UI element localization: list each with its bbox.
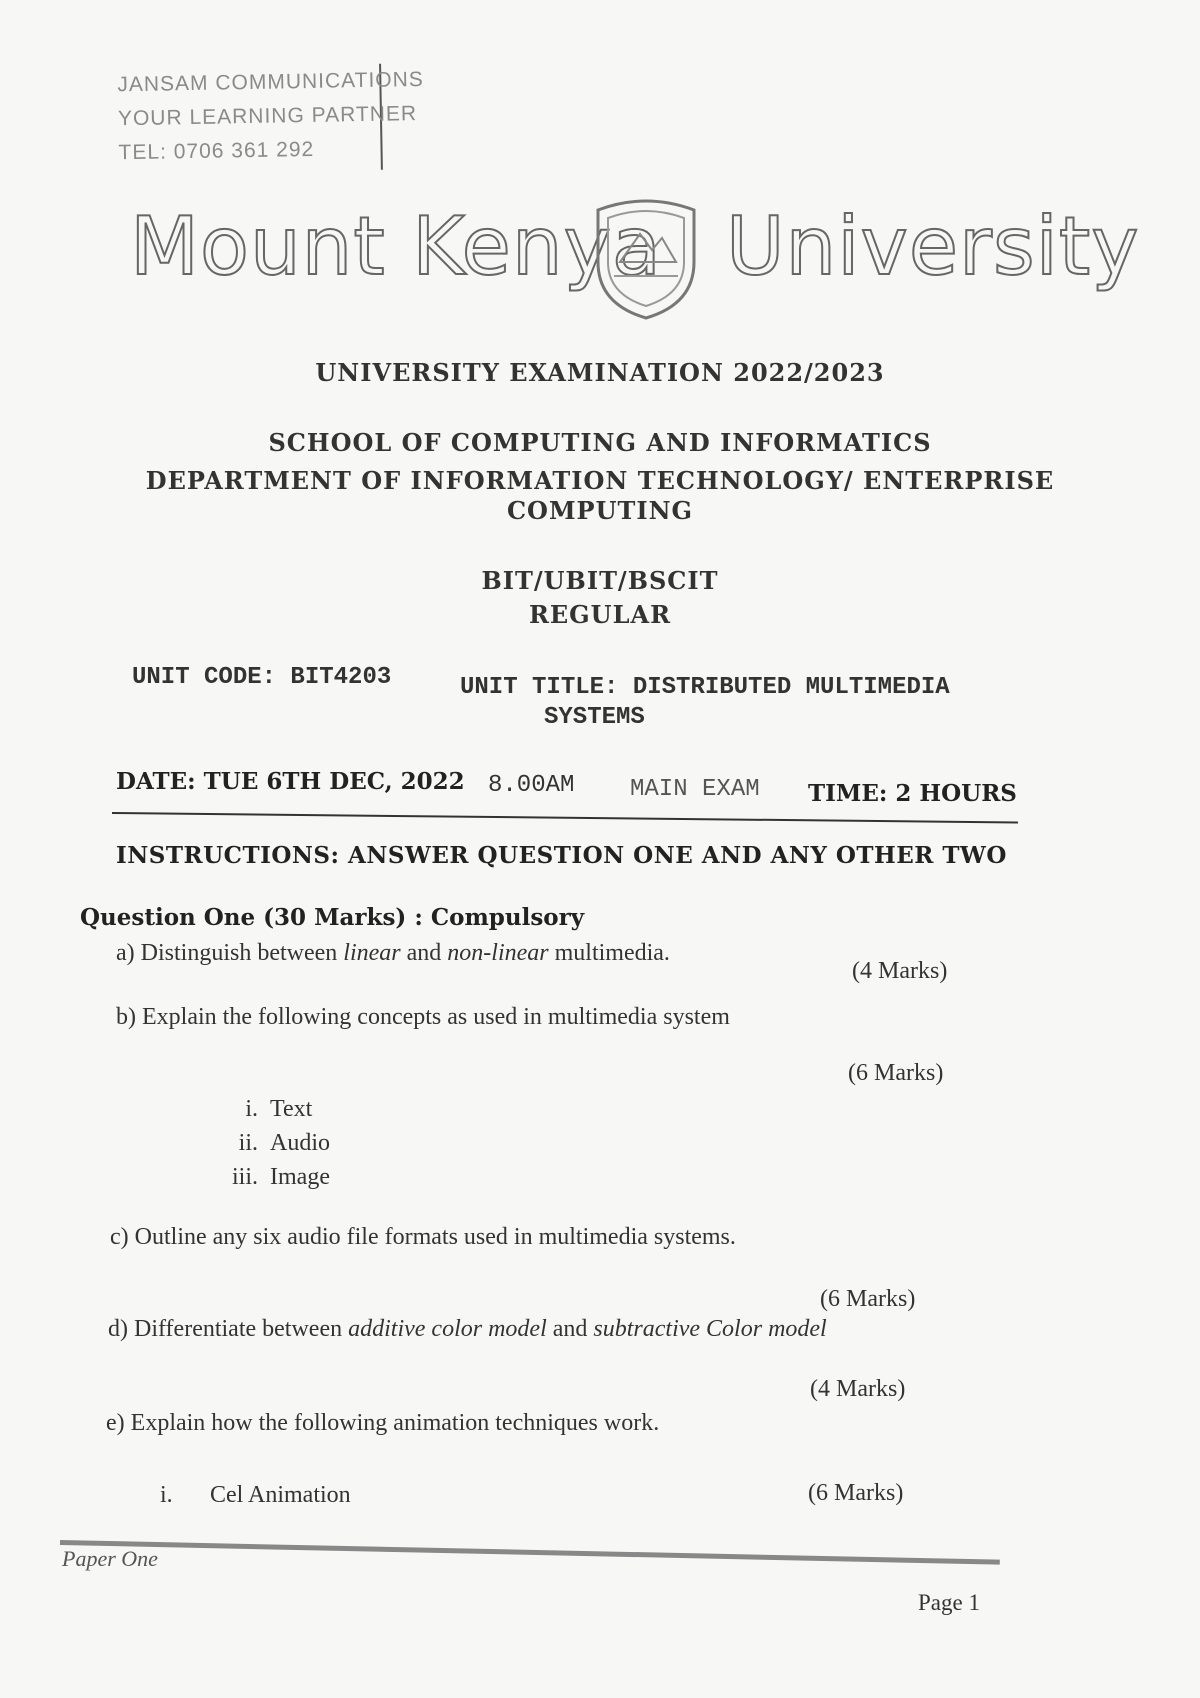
question-b [116,1004,730,1031]
list-item: iii. Image [231,1164,330,1190]
brand-name-right: University [726,200,1140,293]
unit-title-line-1: UNIT TITLE: DISTRIBUTED MULTIMEDIA [460,674,950,701]
instructions: INSTRUCTIONS: ANSWER QUESTION ONE AND ANY OTHER TWO [116,842,1007,869]
school-name: SCHOOL OF COMPUTING AND INFORMATICS [268,428,932,457]
footer-paper: Paper One [62,1546,158,1571]
exam-type: MAIN EXAM [630,776,760,803]
question-e [106,1410,659,1437]
programmes: BIT/UBIT/BSCIT [481,566,719,595]
vendor-stamp [117,64,424,175]
question-b-marks: (6 Marks) [848,1060,944,1086]
question-a [116,940,670,967]
question-one-heading: Question One (30 Marks) : Compulsory [80,904,585,931]
question-d [108,1316,827,1343]
question-c-label: c) [110,1224,129,1250]
exam-date: DATE: TUE 6TH DEC, 2022 [116,768,465,795]
footer-page-number: Page 1 [918,1590,980,1615]
question-e-item: i. Cel Animation [160,1482,351,1508]
unit-title-line-2: SYSTEMS [544,704,645,731]
stamp-line-3: TEL: 0706 361 292 [118,137,315,165]
question-b-label: b) [116,1004,136,1030]
unit-code: UNIT CODE: BIT4203 [132,664,392,691]
question-d-text-2: and [552,1316,588,1342]
question-a-term-linear: linear [343,940,401,966]
question-e-label: e) [106,1410,125,1436]
question-a-term-nonlinear: non-linear [447,940,549,966]
list-item: i. Text [245,1096,313,1122]
question-d-term-subtractive: subtractive Color model [593,1316,827,1342]
department-line-2: COMPUTING [506,496,694,525]
university-crest-icon [590,192,702,322]
question-a-marks: (4 Marks) [852,958,948,984]
question-b-text: Explain the following concepts as used in multimedia system [142,1004,730,1030]
question-b-list [210,1092,330,1194]
exam-time: 8.00AM [488,772,575,799]
question-a-text-1: Distinguish between [140,940,338,966]
question-e-marks: (6 Marks) [808,1480,904,1506]
stamp-line-1: JANSAM COMMUNICATIONS [117,67,424,97]
brand-name-left: Mount Kenya [130,200,662,293]
question-a-label: a) [116,940,135,966]
question-a-text-2: and [406,940,442,966]
question-c-marks: (6 Marks) [820,1286,916,1312]
exam-duration: TIME: 2 HOURS [808,780,1017,807]
question-d-term-additive: additive color model [348,1316,547,1342]
question-d-text-1: Differentiate between [134,1316,343,1342]
question-a-text-3: multimedia. [554,940,670,966]
footer-divider [60,1540,1000,1565]
question-d-label: d) [108,1316,128,1342]
header-divider [112,812,1018,823]
exam-title: UNIVERSITY EXAMINATION 2022/2023 [315,358,885,387]
question-d-marks: (4 Marks) [810,1376,906,1402]
question-c [110,1224,736,1251]
stamp-line-2: YOUR LEARNING PARTNER [117,102,418,131]
list-item: ii. Audio [238,1130,330,1156]
question-c-text: Outline any six audio file formats used in multimedia systems. [134,1224,736,1250]
question-e-text: Explain how the following animation techniques work. [130,1410,660,1436]
study-mode: REGULAR [528,600,672,629]
department-line-1: DEPARTMENT OF INFORMATION TECHNOLOGY/ ENTERPRISE [145,466,1055,495]
